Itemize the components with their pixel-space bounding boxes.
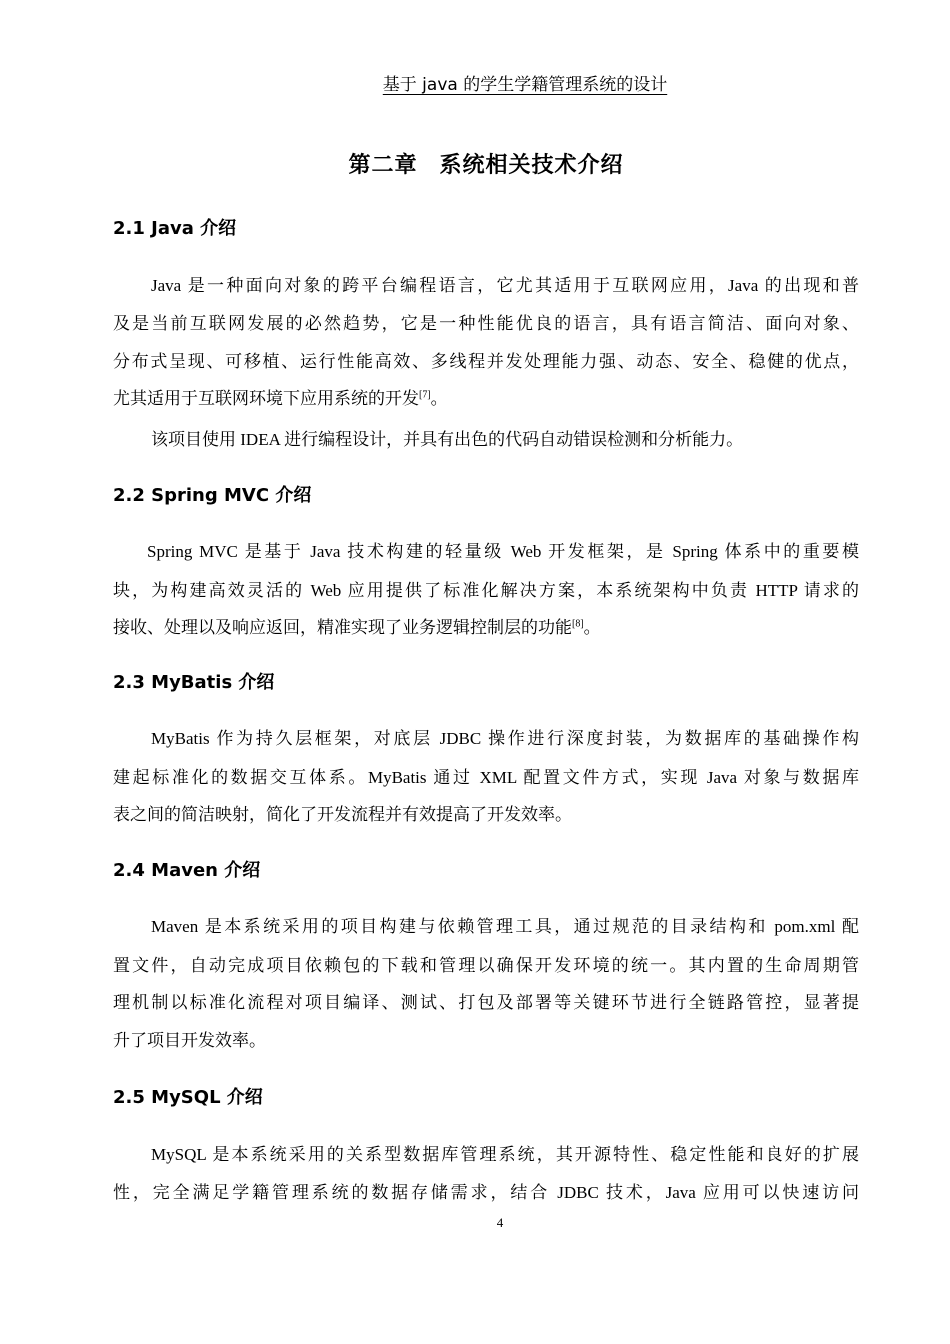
paragraph-line-end: 。 (430, 389, 448, 408)
page-number: 4 (496, 1215, 504, 1230)
section-heading-2-4: 2.4 Maven 介绍 (113, 860, 261, 881)
section-heading-2-2: 2.2 Spring MVC 介绍 (113, 485, 312, 506)
paragraph-line: 块，为构建高效灵活的 Web 应用提供了标准化解决方案，本系统架构中负责 HTTP 请求的 (113, 581, 859, 600)
paragraph-line: 表之间的简洁映射，简化了开发流程并有效提高了开发效率。 (113, 805, 572, 824)
running-header (0, 70, 950, 95)
paragraph-line: Java 是一种面向对象的跨平台编程语言，它尤其适用于互联网应用，Java 的出现和普 (151, 276, 859, 295)
paragraph-line-end: 。 (583, 618, 601, 637)
running-header-title: 基于 java 的学生学籍管理系统的设计 (382, 75, 668, 95)
paragraph-line (113, 613, 859, 638)
chapter-number: 第二章 (348, 153, 418, 178)
paragraph-line: 分布式呈现、可移植、运行性能高效、多线程并发处理能力强、动态、安全、稳健的优点， (113, 352, 859, 371)
paragraph-line: MyBatis 作为持久层框架，对底层 JDBC 操作进行深度封装，为数据库的基础操作构 (151, 729, 859, 748)
paragraph-line (113, 384, 859, 409)
paragraph-line-text: 接收、处理以及响应返回，精准实现了业务逻辑控制层的功能 (113, 618, 572, 637)
paragraph-line: 置文件，自动完成项目依赖包的下载和管理以确保开发环境的统一。其内置的生命周期管 (113, 956, 859, 975)
paragraph-line: 及是当前互联网发展的必然趋势，它是一种性能优良的语言，具有语言简洁、面向对象、 (113, 314, 859, 333)
chapter-title (0, 148, 950, 179)
section-heading-2-5: 2.5 MySQL 介绍 (113, 1087, 263, 1108)
paragraph-line: MySQL 是本系统采用的关系型数据库管理系统，其开源特性、稳定性能和良好的扩展 (151, 1145, 859, 1164)
paragraph-line: 性，完全满足学籍管理系统的数据存储需求，结合 JDBC 技术，Java 应用可以快速访问 (113, 1183, 859, 1202)
citation-ref: [7] (419, 389, 431, 401)
paragraph-line: 升了项目开发效率。 (113, 1031, 266, 1050)
paragraph-line: 建起标准化的数据交互体系。MyBatis 通过 XML 配置文件方式，实现 Java 对象与数据库 (113, 768, 859, 787)
paragraph-line: Maven 是本系统采用的项目构建与依赖管理工具，通过规范的目录结构和 pom.xml 配 (151, 917, 859, 936)
paragraph-line: 该项目使用 IDEA 进行编程设计，并具有出色的代码自动错误检测和分析能力。 (151, 430, 744, 449)
paragraph-line-text: 尤其适用于互联网环境下应用系统的开发 (113, 389, 419, 408)
section-heading-2-3: 2.3 MyBatis 介绍 (113, 672, 275, 693)
section-heading-2-1: 2.1 Java 介绍 (113, 218, 237, 239)
paragraph-line: Spring MVC 是基于 Java 技术构建的轻量级 Web 开发框架，是 Spring 体系中的重要模 (147, 542, 859, 561)
chapter-name: 系统相关技术介绍 (439, 153, 624, 178)
paragraph-line: 理机制以标准化流程对项目编译、测试、打包及部署等关键环节进行全链路管控，显著提 (113, 993, 859, 1012)
citation-ref: [8] (572, 618, 584, 630)
